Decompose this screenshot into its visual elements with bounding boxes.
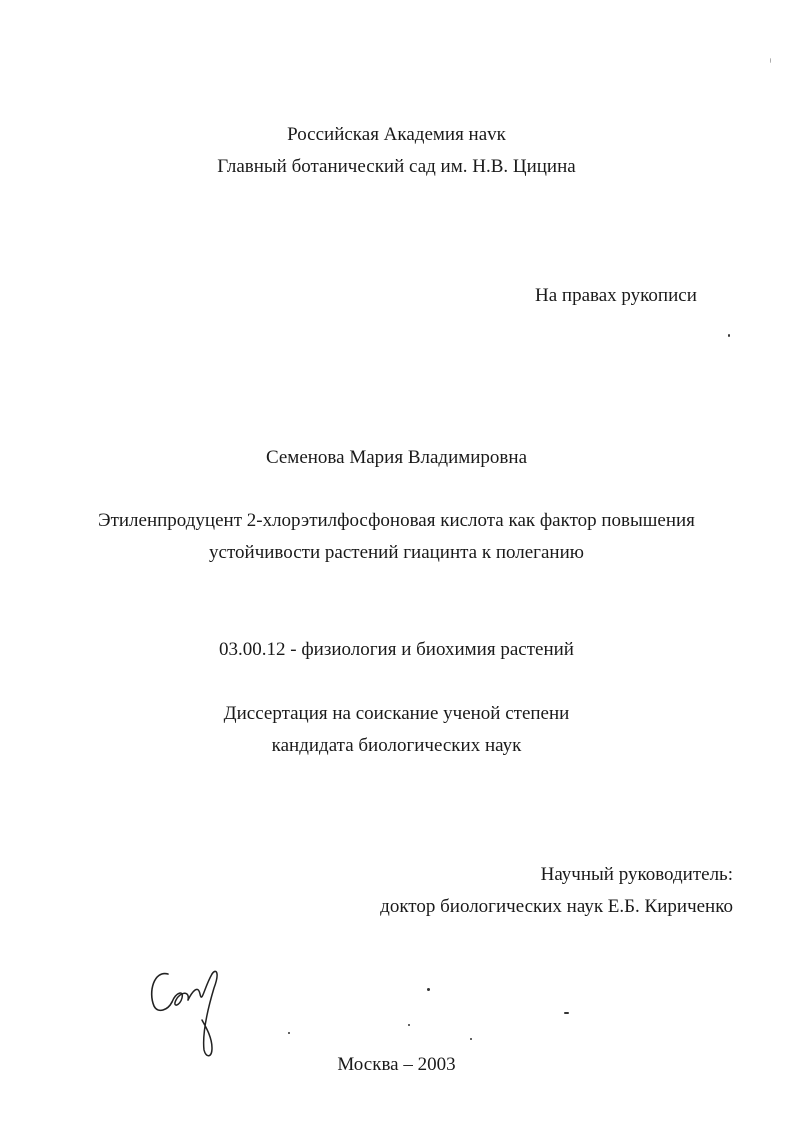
scan-speck (728, 334, 730, 337)
manuscript-note: На правах рукописи (535, 285, 697, 306)
garden-name: Главный ботанический сад им. Н.В. Цицина (217, 156, 576, 177)
scan-speck (288, 1032, 290, 1034)
dissertation-line-1: Диссертация на соискание ученой степени (223, 703, 570, 724)
academy-name: Российская Академия наvк (287, 124, 506, 145)
title-line-2: устойчивости растений гиацинта к полеганию (209, 542, 584, 563)
specialty-code: 03.00.12 - физиология и биохимия растений (219, 639, 574, 660)
scan-speck (470, 1038, 472, 1040)
city-year: Москва – 2003 (337, 1054, 456, 1075)
supervisor-label: Научный руководитель: (540, 864, 733, 885)
supervisor-name: доктор биологических наук Е.Б. Кириченко (380, 896, 733, 917)
title-line-1: Этиленпродуцент 2-хлорэтилфосфоновая кислота как фактор повышения (98, 510, 695, 531)
author-name: Семенова Мария Владимировна (265, 447, 528, 468)
scan-speck (564, 1012, 569, 1014)
scan-speck (770, 58, 771, 63)
dissertation-line-2: кандидата биологических наук (271, 735, 522, 756)
handwritten-signature (146, 962, 230, 1062)
scan-speck (427, 988, 430, 991)
scan-speck (408, 1024, 410, 1026)
